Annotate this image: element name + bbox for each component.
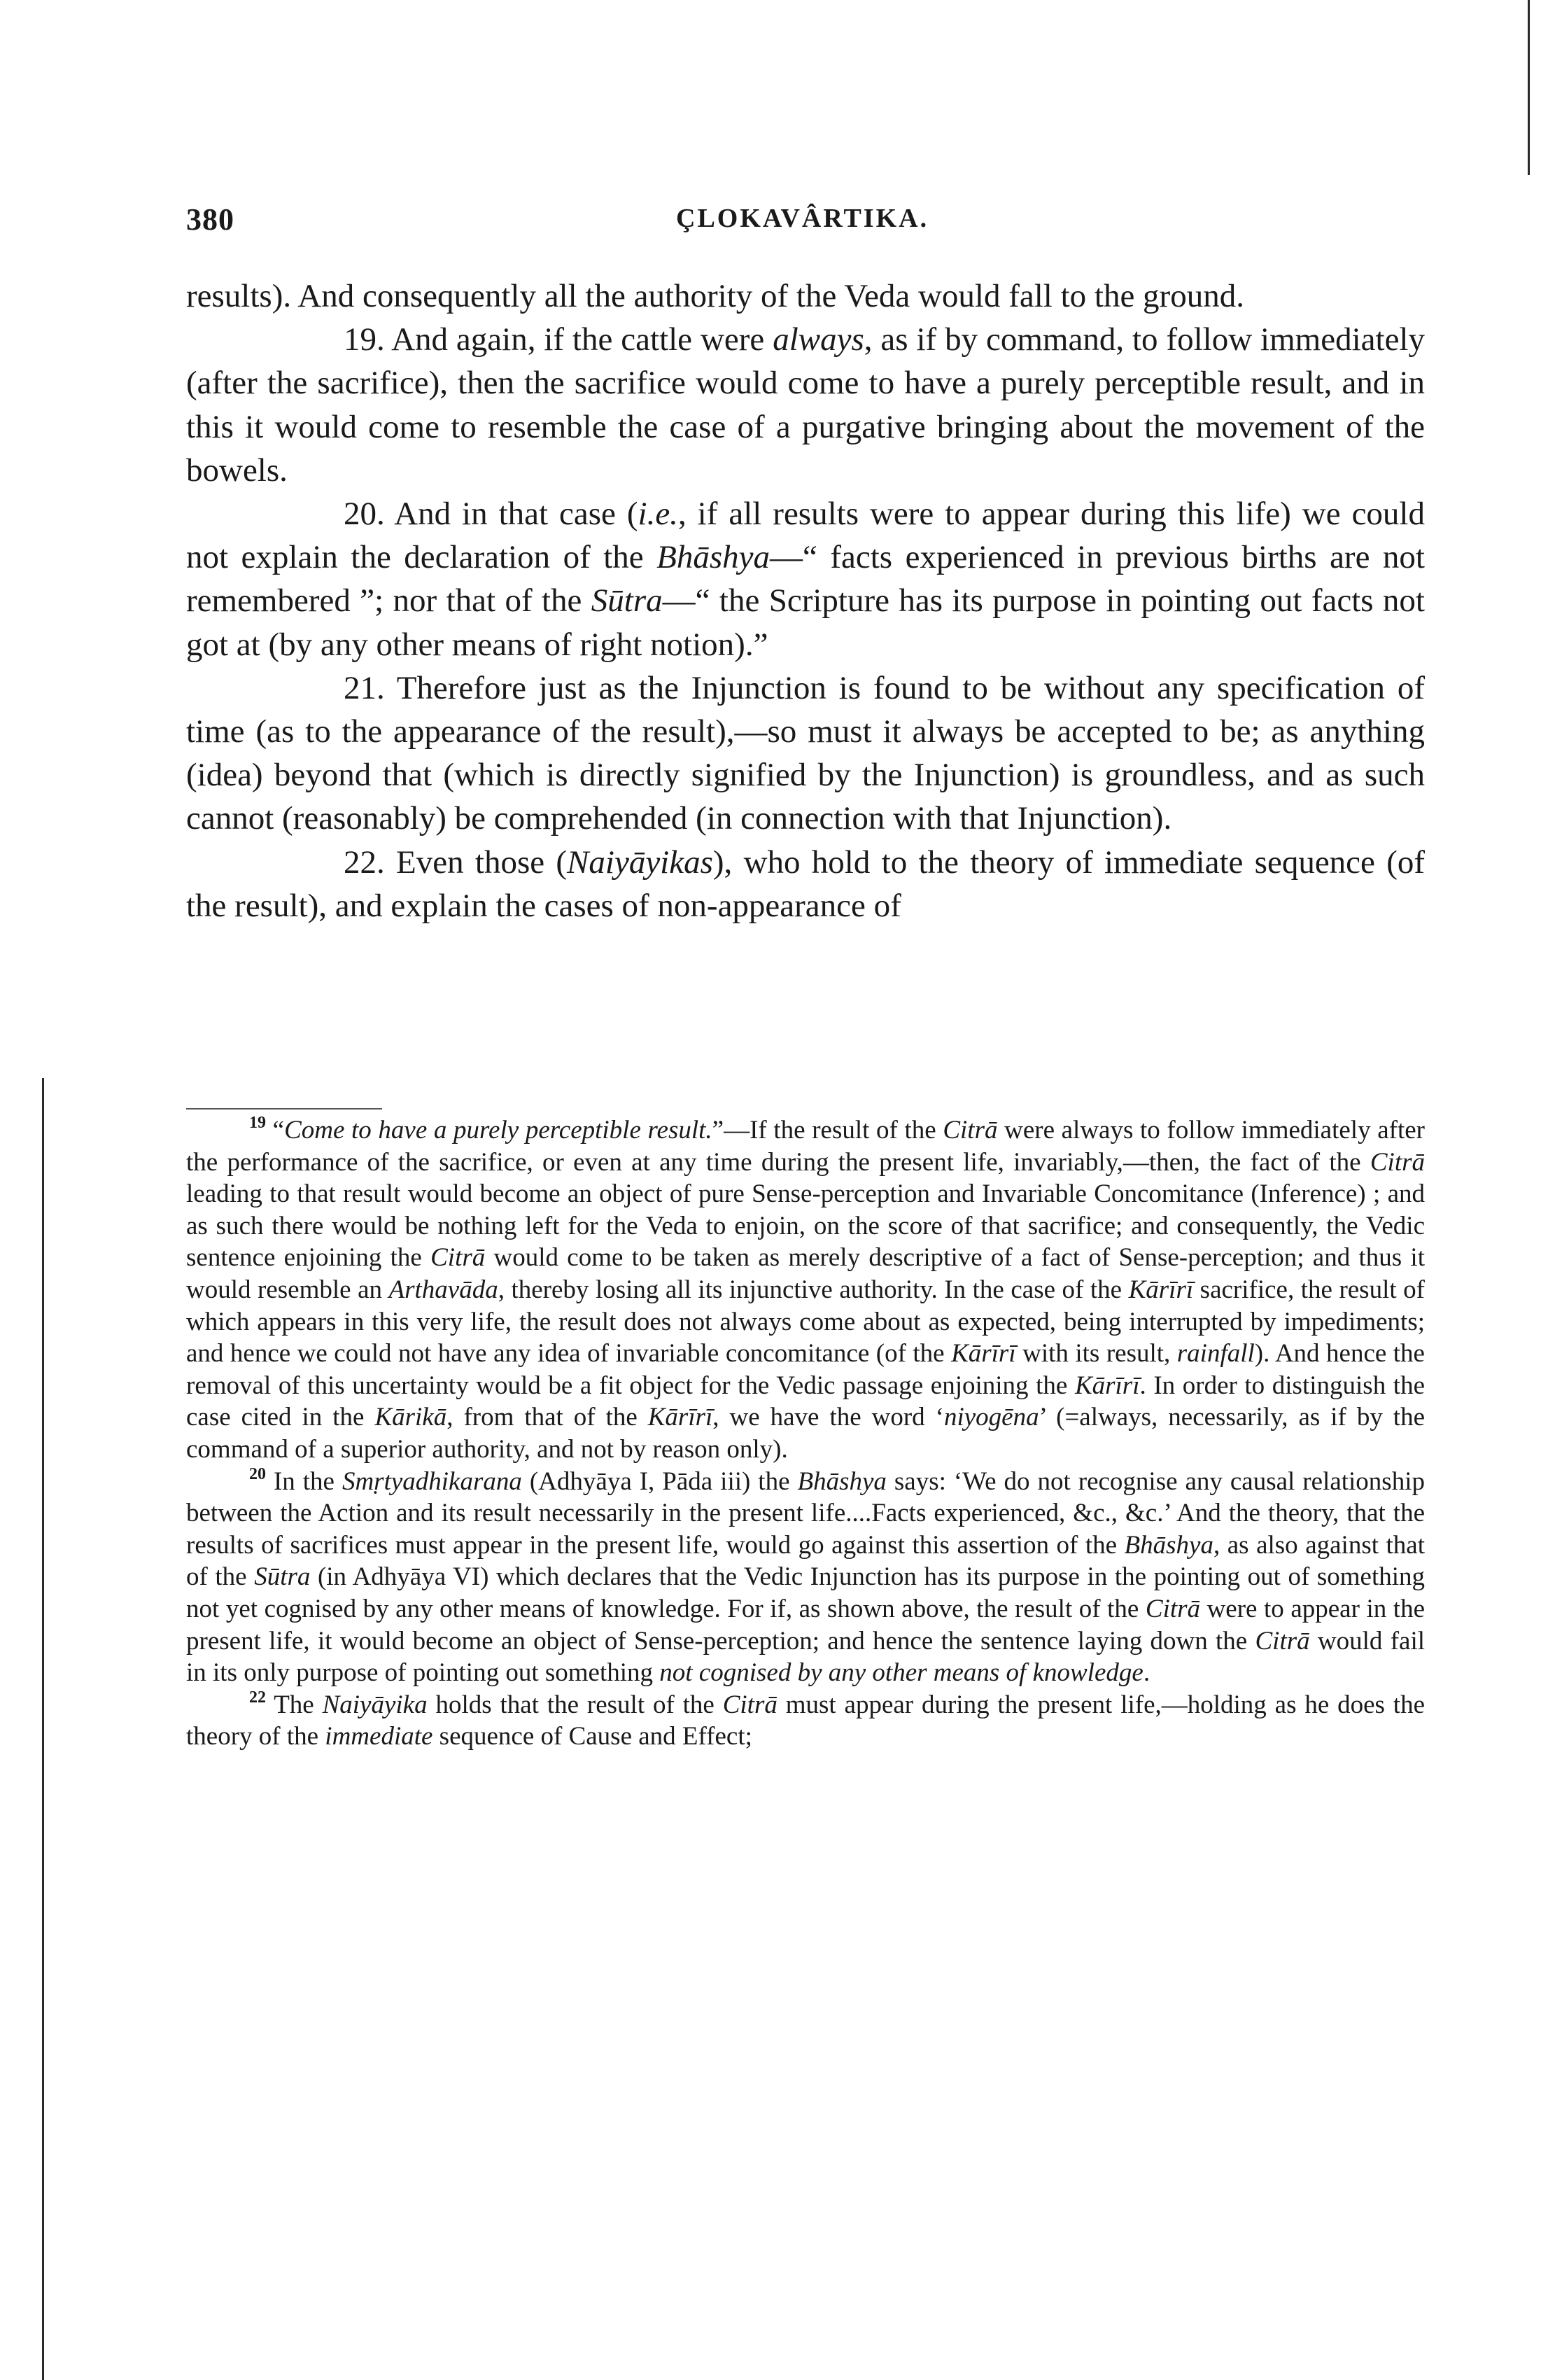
italic-run: Kārīrī — [1074, 1371, 1140, 1400]
text-run: . — [1143, 1658, 1151, 1688]
footnote-marker: 22 — [249, 1688, 266, 1707]
main-text — [186, 274, 1425, 927]
text-run: were to appear in the present life, it would become an object of Sense-perception; and hence the sentence laying down the — [186, 1594, 1425, 1656]
text-run: Therefore just as the Injunction is found to be without any specification of time (as to the appearance of the result),—so must it always be accepted to be; as anything (idea) beyond that (which is directly signified by the Injunction) is groundless, and as such cannot (reasonably) be comprehended (in connection with that Injunction). — [186, 669, 1425, 837]
italic-run: Citrā — [1145, 1594, 1201, 1623]
italic-run: Naiyāyika — [322, 1690, 428, 1719]
italic-run: immediate — [325, 1722, 433, 1751]
text-run: would come to be taken as merely descriptive of a fact of Sense-perception; and thus it would resemble an — [186, 1243, 1425, 1304]
footnote-20 — [186, 1466, 1425, 1689]
text-run: must appear during the present life,—holding as he does the theory of the — [186, 1690, 1426, 1751]
text-run: , as also against that of the — [186, 1530, 1425, 1592]
italic-run: Smṛtyadhikarana — [342, 1466, 522, 1496]
text-run: —“ facts experienced in previous births are not remembered ”; nor that of the — [186, 539, 1425, 620]
footnote-22 — [186, 1689, 1425, 1753]
paragraph-19 — [186, 318, 1425, 492]
text-run: , from that of the — [446, 1403, 648, 1432]
verse-number: 22. — [344, 844, 385, 881]
text-run: sacrifice, the result of which appears in this very life, the result does not always come about as expected, being interrupted by impediments; and hence we could not have any idea of invariable concomitance (of the — [186, 1275, 1425, 1368]
scan-edge-left — [42, 1078, 44, 2380]
italic-run: Kārīrī — [1128, 1275, 1194, 1304]
italic-run: Citrā — [1370, 1147, 1425, 1177]
italic-run: Come to have a purely perceptible result. — [284, 1116, 712, 1144]
italic-run: Bhāshya — [797, 1466, 887, 1496]
page-number: 380 — [186, 202, 234, 237]
paragraph-22 — [186, 841, 1425, 927]
italic-run: not cognised by any other means of knowledge — [659, 1658, 1144, 1688]
verse-number: 21. — [344, 669, 385, 706]
text-run: ”—If the result of the — [712, 1116, 943, 1144]
text-run: (in Adhyāya VI) which declares that the Vedic Injunction has its purpose in the pointing out of something not yet cognised by any other means of knowledge. For if, as shown above, the result of the — [186, 1562, 1426, 1623]
italic-run: Arthavāda — [388, 1275, 498, 1304]
paragraph-20 — [186, 492, 1425, 666]
italic-run: Citrā — [1255, 1626, 1310, 1656]
italic-run: Naiyāyikas — [567, 844, 713, 881]
italic-run: Citrā — [722, 1690, 777, 1719]
paragraph-21 — [186, 666, 1425, 841]
verse-number: 19. — [344, 321, 385, 358]
scan-edge-right — [1528, 0, 1530, 175]
text-run: ). And hence the removal of this uncertainty would be a fit object for the Vedic passage enjoining the — [186, 1339, 1425, 1400]
italic-run: Bhāshya — [1124, 1530, 1213, 1560]
running-title: ÇLOKAVÂRTIKA. — [676, 204, 929, 233]
footnote-marker: 20 — [249, 1464, 266, 1483]
footnote-marker: 19 — [249, 1114, 266, 1132]
italic-run: Bhāshya — [656, 539, 770, 576]
text-run: , thereby losing all its injunctive authority. In the case of the — [498, 1275, 1129, 1304]
italic-run: Sūtra — [591, 582, 663, 620]
text-run: , if all results were to appear during this life) we could not explain the declaration of the — [186, 496, 1425, 576]
footnotes — [186, 1114, 1425, 1753]
text-run: And again, if the cattle were — [384, 321, 773, 358]
text-run: says: ‘We do not recognise any causal relationship between the Action and its result necessarily in the present life....Facts experienced, &c., &c.’ And the theory, that the results of sacrifices must appear in the present life, would go against this assertion of the — [186, 1466, 1425, 1560]
italic-run: Kārīrī — [647, 1403, 713, 1432]
footnote-19 — [186, 1114, 1425, 1466]
text-run: —“ the Scripture has its purpose in pointing out facts not got at (by any other means of right notion).” — [186, 582, 1425, 663]
text-run: Even those ( — [384, 844, 568, 881]
text-run: ’ (=always, necessarily, as if by the command of a superior authority, and not by reason only). — [186, 1403, 1425, 1464]
text-run: And in that case ( — [384, 496, 638, 533]
text-run: , as if by command, to follow immediately (after the sacrifice), then the sacrifice would come to have a purely perceptible result, and in this it would come to resemble the case of a purgative bringing about the movement of the bowels. — [186, 321, 1425, 489]
verse-number: 20. — [344, 496, 385, 533]
text-run: “ — [266, 1116, 285, 1144]
italic-run: rainfall — [1176, 1339, 1255, 1368]
page-header — [186, 202, 1425, 244]
italic-run: niyogēna — [943, 1403, 1039, 1432]
text-run: The — [266, 1690, 323, 1719]
text-run: would fail in its only purpose of pointing out something — [186, 1626, 1426, 1688]
italic-run: Sūtra — [254, 1562, 311, 1592]
text-run: were always to follow immediately after the performance of the sacrifice, or even at any time during the present life, invariably,—then, the fact of the — [186, 1116, 1425, 1177]
text-run: In the — [266, 1466, 342, 1496]
text-run: sequence of Cause and Effect; — [432, 1722, 752, 1751]
text-run: leading to that result would become an object of pure Sense-perception and Invariable Concomitance (Inference) ; and as such there would be nothing left for the Veda to enjoin, on the score of that sacrifice; and consequently, the Vedic sentence enjoining the — [186, 1180, 1425, 1273]
italic-run: Citrā — [943, 1116, 998, 1144]
italic-run: Kārikā — [374, 1403, 447, 1432]
paragraph-carryover: results). And consequently all the authority of the Veda would fall to the ground. — [186, 278, 1244, 314]
footnote-divider — [186, 1108, 382, 1110]
text-run: with its result, — [1015, 1339, 1177, 1368]
italic-run: always — [773, 321, 864, 358]
text-run: (Adhyāya I, Pāda iii) the — [521, 1466, 798, 1496]
text-run: . In order to distinguish the case cited in the — [186, 1371, 1425, 1432]
text-run: , we have the word ‘ — [712, 1403, 944, 1432]
text-run: ), who hold to the theory of immediate sequence (of the result), and explain the cases of non-appearance of — [186, 844, 1425, 924]
text-run: holds that the result of the — [427, 1690, 723, 1719]
italic-run: i.e. — [638, 496, 678, 533]
italic-run: Citrā — [430, 1243, 486, 1273]
italic-run: Kārīrī — [951, 1339, 1016, 1368]
